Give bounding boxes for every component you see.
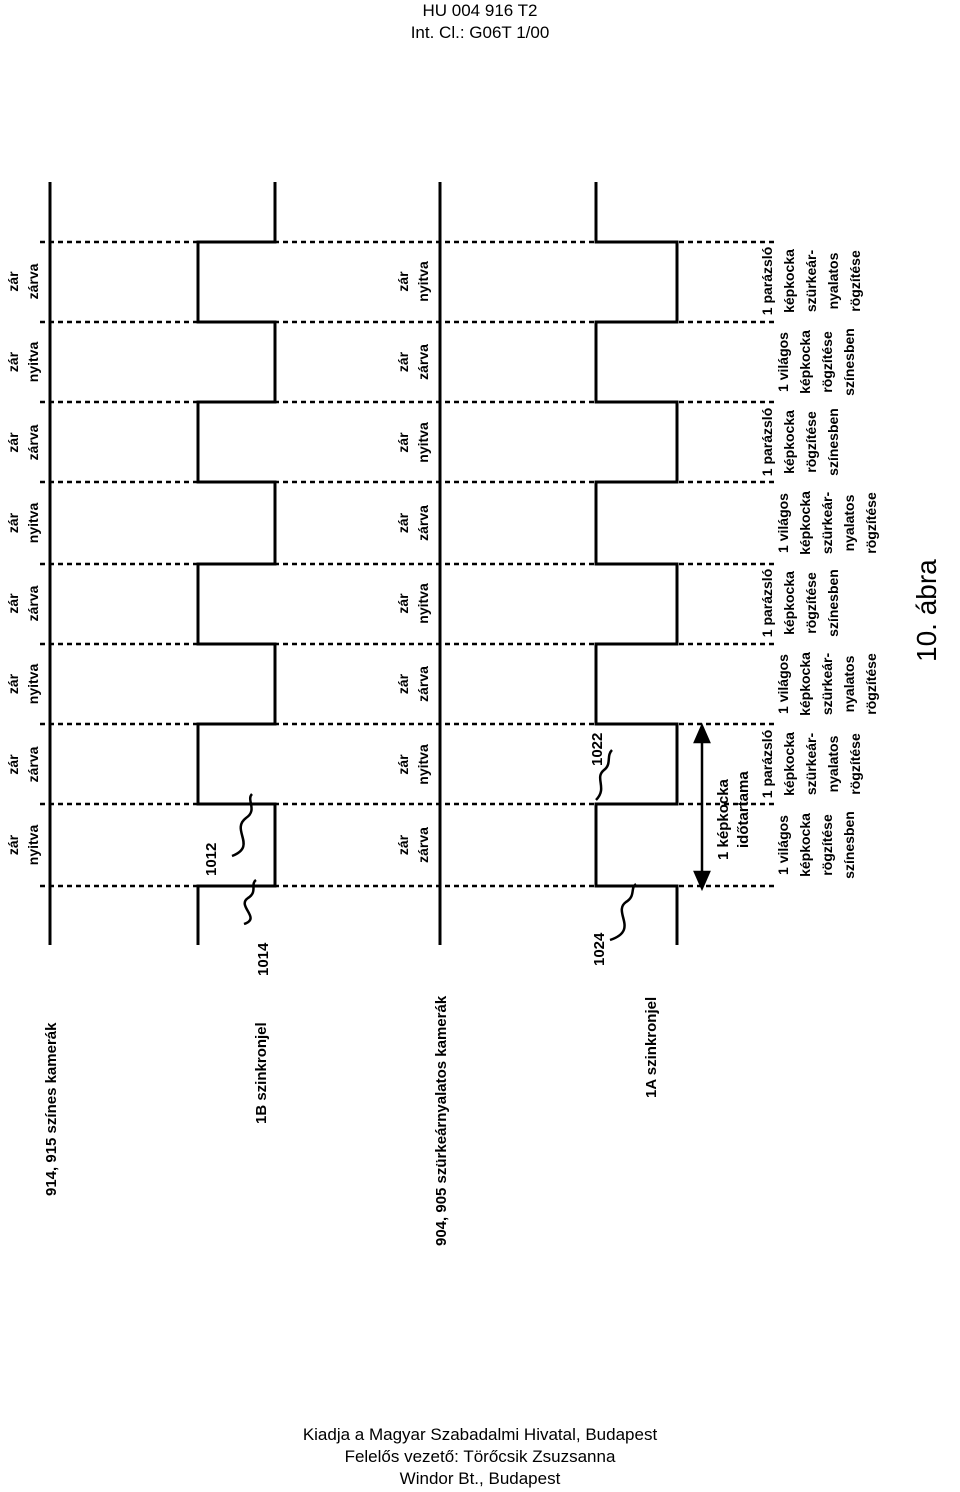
track-label-sync-1a: 1A szinkronjel	[643, 996, 660, 1098]
noisy-frame-text: szürkeár-	[803, 732, 819, 796]
gray-shutter-line2: zárva	[415, 344, 431, 380]
printer-line: Windor Bt., Budapest	[399, 1469, 561, 1488]
noisy-frame-text: rögzítése	[847, 733, 863, 795]
noisy-frame-text: színesben	[825, 408, 841, 476]
gray-shutter-line1: zár	[395, 593, 411, 614]
ref-1024: 1024	[591, 932, 608, 966]
gray-shutter-line1: zár	[395, 351, 411, 373]
track-label-gray-cameras: 904, 905 szürkeárnyalatos kamerák	[433, 995, 450, 1246]
color-shutter-line2: nyitva	[25, 824, 41, 866]
bright-frame-text: rögzítése	[863, 653, 879, 715]
noisy-frame-text: rögzítése	[803, 411, 819, 473]
bright-frame-text: színesben	[841, 811, 857, 879]
bright-frame-text: képkocka	[797, 813, 813, 877]
gray-shutter-line2: nyitva	[415, 422, 431, 463]
frame-duration-label-2: időtartama	[735, 771, 752, 848]
color-shutter-line1: zár	[5, 271, 21, 292]
noisy-frame-text: 1 parázsló	[759, 246, 775, 316]
gray-shutter-line2: zárva	[415, 827, 431, 863]
color-shutter-line1: zár	[5, 673, 21, 695]
color-shutter-states	[5, 263, 41, 865]
noisy-frame-text: 1 parázsló	[759, 729, 775, 799]
color-shutter-line1: zár	[5, 351, 21, 373]
int-class: Int. Cl.: G06T 1/00	[410, 23, 550, 42]
sync-1a-wave	[596, 182, 677, 945]
frame-duration-label-1: 1 képkocka	[715, 779, 732, 860]
leader-1024	[610, 884, 636, 940]
bright-frame-text: 1 világos	[775, 332, 791, 392]
bright-frame-text: rögzítése	[863, 492, 879, 554]
color-shutter-line2: zárva	[25, 424, 41, 461]
gray-shutter-line2: zárva	[415, 505, 431, 541]
color-shutter-line1: zár	[5, 512, 21, 534]
gray-shutter-states	[395, 261, 431, 863]
responsible-line: Felelős vezető: Törőcsik Zsuzsanna	[344, 1447, 616, 1466]
gray-shutter-line1: zár	[395, 432, 411, 453]
sync-1b-wave	[198, 182, 275, 945]
bright-frame-text: szürkeár-	[819, 491, 835, 555]
bright-frame-text: 1 világos	[775, 815, 791, 875]
color-shutter-line1: zár	[5, 432, 21, 453]
gray-shutter-line1: zár	[395, 834, 411, 856]
ref-1014: 1014	[255, 942, 272, 976]
gray-shutter-line2: nyitva	[415, 744, 431, 785]
color-shutter-line1: zár	[5, 834, 21, 856]
gray-shutter-line1: zár	[395, 754, 411, 775]
bright-frame-text: képkocka	[797, 652, 813, 716]
track-label-color-cameras: 914, 915 színes kamerák	[43, 1022, 60, 1196]
ref-1022: 1022	[589, 732, 606, 766]
noisy-frame-text: képkocka	[781, 732, 797, 796]
ref-1012: 1012	[203, 842, 220, 876]
color-shutter-line2: zárva	[25, 263, 41, 300]
bright-frame-text: képkocka	[797, 330, 813, 394]
frame-descriptions	[759, 247, 879, 879]
gray-shutter-line1: zár	[395, 271, 411, 292]
publisher-line: Kiadja a Magyar Szabadalmi Hivatal, Budapest	[302, 1425, 658, 1444]
bright-frame-text: szürkeár-	[819, 652, 835, 716]
noisy-frame-text: 1 parázsló	[759, 407, 775, 477]
track-label-sync-1b: 1B szinkronjel	[253, 1022, 270, 1124]
color-shutter-line2: zárva	[25, 746, 41, 783]
noisy-frame-text: képkocka	[781, 410, 797, 474]
gray-shutter-line2: nyitva	[415, 583, 431, 624]
noisy-frame-text: képkocka	[781, 249, 797, 313]
frame-duration-arrow	[695, 726, 709, 888]
noisy-frame-text: nyalatos	[825, 252, 841, 310]
bright-frame-text: 1 világos	[775, 493, 791, 553]
noisy-frame-text: színesben	[825, 569, 841, 637]
bright-frame-text: nyalatos	[841, 655, 857, 713]
bright-frame-text: nyalatos	[841, 494, 857, 552]
noisy-frame-text: nyalatos	[825, 735, 841, 793]
gray-shutter-line1: zár	[395, 512, 411, 534]
bright-frame-text: színesben	[841, 328, 857, 396]
noisy-frame-text: képkocka	[781, 571, 797, 635]
bright-frame-text: rögzítése	[819, 331, 835, 393]
noisy-frame-text: 1 parázsló	[759, 568, 775, 638]
color-shutter-line2: zárva	[25, 585, 41, 622]
bright-frame-text: képkocka	[797, 491, 813, 555]
gray-shutter-line2: nyitva	[415, 261, 431, 302]
color-shutter-line1: zár	[5, 593, 21, 614]
page-footer	[0, 1424, 960, 1490]
noisy-frame-text: rögzítése	[803, 572, 819, 634]
bright-frame-text: rögzítése	[819, 814, 835, 876]
color-shutter-line1: zár	[5, 754, 21, 775]
noisy-frame-text: szürkeár-	[803, 249, 819, 313]
noisy-frame-text: rögzítése	[847, 250, 863, 312]
patent-number: HU 004 916 T2	[422, 1, 538, 20]
color-shutter-line2: nyitva	[25, 502, 41, 544]
gray-shutter-line2: zárva	[415, 666, 431, 702]
color-shutter-line2: nyitva	[25, 663, 41, 705]
gray-shutter-line1: zár	[395, 673, 411, 695]
bright-frame-text: 1 világos	[775, 654, 791, 714]
figure-label: 10. ábra	[911, 559, 942, 662]
reference-leaders	[232, 750, 636, 940]
color-shutter-line2: nyitva	[25, 341, 41, 383]
